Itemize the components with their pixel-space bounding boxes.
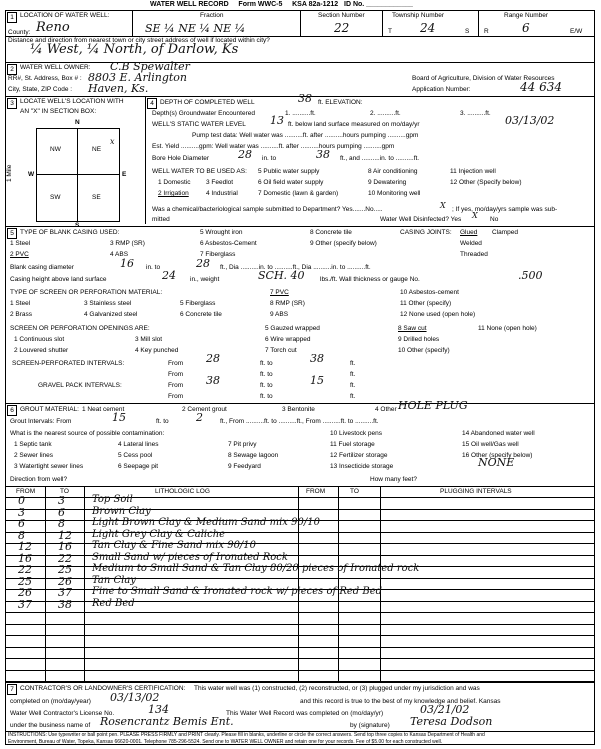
depth-label: DEPTH OF COMPLETED WELL [160, 99, 255, 106]
screen-asbestos[interactable]: 10 Asbestos-cement [400, 289, 459, 296]
joints-glued[interactable]: Glued [460, 229, 478, 236]
use-feedlot[interactable]: 3 Feedlot [206, 179, 234, 186]
contam-sewer[interactable]: 2 Sewer lines [14, 452, 54, 459]
opening-mill[interactable]: 3 Mill slot [135, 336, 163, 343]
license-label: Water Well Contractor's License No. [10, 710, 115, 717]
pump-test: Pump test data: Well water was ..........ft. after ..........hours pumping ..........gpm [192, 132, 419, 139]
range-label: Range Number [504, 12, 549, 19]
contamination-label: What is the nearest source of possible contamination: [10, 430, 165, 437]
section-label: Section Number [318, 12, 365, 19]
ksa-ref: KSA 82a-1212 [292, 1, 339, 8]
contam-cess[interactable]: 5 Cess pool [118, 452, 153, 459]
casing-fiberglass[interactable]: 7 Fiberglass [200, 251, 236, 258]
contam-watertight[interactable]: 3 Watertight sewer lines [14, 463, 84, 470]
casing-weight-label: in., weight [190, 276, 220, 283]
signature-label: by (signature) [350, 722, 390, 729]
log-row-from: 22 [18, 563, 32, 576]
blank-diam-in: in. to [146, 264, 161, 271]
disinfected-mark: X [472, 211, 478, 220]
east-label: E [122, 171, 127, 178]
use-dewatering[interactable]: 9 Dewatering [368, 179, 407, 186]
application-label: Application Number: [412, 86, 471, 93]
log-row-from: 12 [18, 540, 32, 553]
casing-height-value: 24 [162, 269, 176, 282]
submitted-label: mitted [152, 216, 170, 223]
grout-bentonite[interactable]: 3 Bentonite [282, 406, 315, 413]
grout-neat[interactable]: 1 Neat cement [82, 406, 125, 413]
casing-abs[interactable]: 4 ABS [110, 251, 129, 258]
grout-intervals-tail: ft., From ..........ft. to ..........ft., From ..........ft. to ..........ft. [220, 418, 379, 425]
bore-in-to: in. to [262, 155, 277, 162]
screen-stainless[interactable]: 3 Stainless steel [84, 300, 132, 307]
use-public[interactable]: 5 Public water supply [258, 168, 320, 175]
log-row-desc: Medium to Small Sand & Tan Clay 80/20 pieces of Ironated rock [92, 563, 420, 574]
chem-mark: X [440, 201, 446, 210]
log-to2-header: TO [350, 488, 359, 495]
license-tail: This Water Well Record was completed on (mo/day/yr) [226, 710, 384, 717]
contam-other[interactable]: 16 Other (specify below) [462, 452, 533, 459]
blank-diam-tail: ft., Dia ..........in. to ..........ft., Dia ..........in. to ..........ft. [220, 264, 371, 271]
casing-height-label: Casing height above land surface [10, 276, 107, 283]
joints-threaded[interactable]: Threaded [460, 251, 488, 258]
grout-from-value: 15 [112, 411, 126, 424]
log-row-desc: Tan Clay [92, 574, 136, 586]
groundwater-label: Depth(s) Groundwater Encountered [152, 110, 255, 117]
gravel-from-label: From [168, 382, 184, 389]
owner-value: C.B Spewalter [110, 60, 190, 73]
groundwater-3: 3. ..........ft. [460, 110, 491, 117]
use-injection[interactable]: 11 Injection well [450, 168, 496, 175]
static-label: WELL'S STATIC WATER LEVEL [152, 121, 246, 128]
blank-diam-value: 16 [120, 257, 134, 270]
county-value: Reno [36, 20, 70, 35]
log-row-to: 16 [58, 540, 72, 553]
opening-saw[interactable]: 8 Saw cut [398, 325, 427, 332]
bore-value: 28 [238, 148, 252, 161]
section-7-number: 7 [7, 684, 17, 695]
business-value: Rosencrantz Bemis Ent. [100, 715, 234, 728]
casing-other[interactable]: 9 Other (specify below) [310, 240, 377, 247]
contam-feedyard[interactable]: 9 Feedyard [228, 463, 261, 470]
joints-welded[interactable]: Welded [460, 240, 482, 247]
gravel-from-value: 38 [206, 374, 220, 387]
grout-to-label: ft. to [156, 418, 169, 425]
casing-rmp[interactable]: 3 RMP (SR) [110, 240, 145, 247]
screen-steel[interactable]: 1 Steel [10, 300, 31, 307]
completed-value: 03/13/02 [110, 691, 160, 704]
log-row-desc: Brown Clay [92, 505, 151, 517]
id-no: ID No. ____________ [344, 1, 413, 8]
screen-none[interactable]: 12 None used (open hole) [400, 311, 476, 318]
gravel-from-2: From [168, 393, 184, 400]
gauge-label: lbs./ft. Wall thickness or gauge No. [320, 276, 420, 283]
direction-label: Direction from well? [10, 476, 68, 483]
chem-tail: ; If yes, mo/day/yrs sample was sub- [452, 206, 558, 213]
contam-abandoned[interactable]: 14 Abandoned water well [462, 430, 535, 437]
opening-torch[interactable]: 7 Torch cut [265, 347, 297, 354]
use-other[interactable]: 12 Other (Specify below) [450, 179, 522, 186]
screen-rmp[interactable]: 8 RMP (SR) [270, 300, 305, 307]
bore-to-value: 38 [316, 148, 330, 161]
howmany-label: How many feet? [370, 476, 417, 483]
screen-type-label: TYPE OF SCREEN OR PERFORATION MATERIAL: [10, 289, 163, 296]
county-label: County: [8, 29, 31, 36]
opening-louvered[interactable]: 2 Louvered shutter [14, 347, 69, 354]
screen-concrete[interactable]: 6 Concrete tile [180, 311, 222, 318]
screen-other[interactable]: 11 Other (specify) [400, 300, 452, 307]
owner-label: WATER WELL OWNER: [20, 64, 91, 71]
casing-concrete[interactable]: 8 Concrete tile [310, 229, 352, 236]
use-label: WELL WATER TO BE USED AS: [152, 168, 247, 175]
locate-subtitle: AN "X" IN SECTION BOX: [20, 108, 97, 115]
casing-pvc[interactable]: 2 PVC [10, 251, 29, 258]
log-row-from: 8 [18, 528, 25, 542]
quadrant-se: SE [92, 194, 101, 201]
log-row-to: 8 [58, 517, 65, 530]
township-t: T [388, 28, 392, 35]
casing-asbestos[interactable]: 6 Asbestos-Cement [200, 240, 257, 247]
gravel-ft-2: ft. [350, 393, 356, 400]
log-row-to: 12 [58, 528, 72, 542]
perf-to-value: 38 [310, 352, 324, 365]
log-plug-header: PLUGGING INTERVALS [440, 488, 512, 495]
form-title [150, 1, 413, 8]
instructions-line-1: INSTRUCTIONS: Use typewriter or ball point pen. PLEASE PRESS FIRMLY and PRINT clearly. Please fill in blanks, underline or circle the correct answers. Send top three copies to Kansas Department of Health and [8, 732, 485, 738]
range-value: 6 [522, 21, 530, 35]
use-aircon[interactable]: 8 Air conditioning [368, 168, 418, 175]
section-2-number: 2 [7, 64, 17, 75]
joints-clamped[interactable]: Clamped [492, 229, 519, 236]
contam-septic[interactable]: 1 Septic tank [14, 441, 52, 448]
screen-abs[interactable]: 9 ABS [270, 311, 289, 318]
log-row-to: 22 [58, 551, 72, 565]
city-value: Haven, Ks. [88, 82, 149, 95]
cert-label: CONTRACTOR'S OR LANDOWNER'S CERTIFICATION: [20, 685, 186, 692]
screen-fiberglass[interactable]: 5 Fiberglass [180, 300, 216, 307]
opening-key[interactable]: 4 Key punched [135, 347, 179, 354]
perf-from-2: From [168, 371, 184, 378]
grout-to-value: 2 [196, 411, 203, 424]
contam-fertilizer[interactable]: 12 Fertilizer storage [330, 452, 388, 459]
address-label: RR#, St. Address, Box # : [8, 75, 82, 82]
west-label: W [28, 171, 35, 178]
contam-insecticide[interactable]: 13 Insecticide storage [330, 463, 394, 470]
use-oilfield[interactable]: 6 Oil field water supply [258, 179, 324, 186]
log-row-desc: Light Brown Clay & Medium Sand mix 90/10 [92, 517, 320, 528]
distance-label: Distance and direction from nearest town or city street address of well if located within city? [8, 37, 270, 44]
address-value: 8803 E. Arlington [88, 71, 188, 84]
log-from2-header: FROM [306, 488, 326, 495]
perf-ft: ft. [350, 360, 356, 367]
contam-seepage[interactable]: 6 Seepage pit [118, 463, 159, 470]
groundwater-1: 1. ..........ft. [285, 110, 316, 117]
log-row-desc: Tan Clay & Fine Sand mix 90/10 [92, 540, 257, 551]
log-litho-header: LITHOLOGIC LOG [155, 488, 210, 495]
quadrant-nw: NW [50, 146, 61, 153]
contam-fuel[interactable]: 11 Fuel storage [330, 441, 375, 448]
use-lawn[interactable]: 7 Domestic (lawn & garden) [258, 190, 339, 197]
est-yield: Est. Yield ..........gpm: Well water was ..........ft. after ..........hours pumping ..........gpm [152, 143, 395, 150]
use-domestic[interactable]: 1 Domestic [158, 179, 191, 186]
location-label: LOCATION OF WATER WELL: [20, 12, 110, 19]
casing-type-label: TYPE OF BLANK CASING USED: [20, 229, 120, 236]
grout-other[interactable]: 4 Other [375, 406, 397, 413]
casing-steel[interactable]: 1 Steel [10, 240, 31, 247]
use-monitoring[interactable]: 10 Monitoring well [368, 190, 421, 197]
log-row-from: 26 [18, 586, 32, 599]
contam-value: NONE [478, 456, 515, 469]
log-row-from: 3 [18, 505, 25, 519]
business-label: under the business name of [10, 722, 91, 729]
section-1-number: 1 [7, 12, 17, 23]
quadrant-sw: SW [50, 194, 61, 201]
completed-label: completed on (mo/day/year) [10, 698, 91, 705]
log-row-line [6, 635, 594, 636]
disinfected-no: No [490, 216, 499, 223]
log-row-from: 25 [18, 574, 32, 588]
log-row-to: 26 [58, 574, 72, 588]
cert-text: This water well was (1) constructed, (2) reconstructed, or (3) plugged under my jurisdiction and was [194, 685, 480, 692]
range-r: R [484, 28, 489, 35]
gravel-to-2: ft. to [260, 393, 273, 400]
grout-label: GROUT MATERIAL: [20, 406, 79, 413]
log-row-desc: Light Grey Clay & Caliche [92, 528, 226, 540]
contam-livestock[interactable]: 10 Livestock pens [330, 430, 383, 437]
log-row-line [6, 624, 594, 625]
log-row-to: 3 [58, 494, 65, 507]
log-row-to: 6 [58, 505, 65, 519]
opening-gauzed[interactable]: 5 Gauzed wrapped [265, 325, 320, 332]
record-date: 03/21/02 [420, 703, 470, 716]
gauge-value: .500 [518, 269, 543, 282]
opening-other[interactable]: 10 Other (specify) [398, 347, 450, 354]
contam-lateral[interactable]: 4 Lateral lines [118, 441, 159, 448]
location-mark: x [110, 137, 115, 146]
section-4-number: 4 [147, 98, 157, 109]
log-row-line [6, 612, 594, 613]
contam-oilgas[interactable]: 15 Oil well/Gas well [462, 441, 519, 448]
opening-drilled[interactable]: 9 Drilled holes [398, 336, 440, 343]
bore-tail: ft., and ..........in. to ..........ft. [340, 155, 420, 162]
blank-diam-to: 28 [196, 257, 210, 270]
log-row-desc: Red Bed [92, 597, 135, 609]
application-value: 44 634 [520, 80, 562, 94]
grout-intervals-label: Grout Intervals: From [10, 418, 72, 425]
section-3-number: 3 [7, 98, 17, 109]
locate-title: LOCATE WELL'S LOCATION WITH [20, 98, 124, 105]
opening-continuous[interactable]: 1 Continuous slot [14, 336, 65, 343]
bore-label: Bore Hole Diameter [152, 155, 210, 162]
license-value: 134 [148, 703, 169, 716]
township-value: 24 [420, 21, 436, 35]
south-label: S [75, 222, 80, 229]
log-row-desc: Top Soil [92, 494, 133, 505]
section-box[interactable] [36, 128, 120, 222]
joints-label: CASING JOINTS: [400, 229, 452, 236]
log-row-line [6, 658, 594, 659]
signature-value: Teresa Dodson [410, 715, 493, 728]
use-industrial[interactable]: 4 Industrial [206, 190, 238, 197]
city-label: City, State, ZIP Code : [8, 86, 73, 93]
perf-to-2: ft. to [260, 371, 273, 378]
perf-from-value: 28 [206, 352, 220, 365]
screen-pvc[interactable]: 7 PVC [270, 289, 289, 296]
blank-diam-label: Blank casing diameter [10, 264, 74, 271]
perf-to-label: ft. to [260, 360, 273, 367]
grout-other-value: HOLE PLUG [398, 399, 468, 412]
chem-label: Was a chemical/bacteriological sample submitted to Department? Yes.......No..... [152, 206, 383, 213]
log-row-from: 6 [18, 517, 25, 530]
casing-weight-value: SCH. 40 [258, 269, 305, 282]
log-to-header: TO [60, 488, 69, 495]
static-value: 13 [270, 114, 284, 127]
gravel-to-value: 15 [310, 374, 324, 387]
elevation-label: ft. ELEVATION: [318, 99, 363, 106]
log-row-from: 37 [18, 597, 32, 611]
grout-cement[interactable]: 2 Cement grout [182, 406, 227, 413]
fraction-value: SE ¼ NE ¼ NE ¼ [145, 22, 246, 35]
casing-wrought[interactable]: 5 Wrought iron [200, 229, 243, 236]
log-row-from: 0 [18, 494, 25, 507]
log-row-line [6, 647, 594, 648]
completed-tail: and this record is true to the best of my knowledge and belief. Kansas [300, 698, 501, 705]
perf-label: SCREEN-PERFORATED INTERVALS: [12, 360, 125, 367]
log-row-from: 16 [18, 551, 32, 565]
log-row-to: 38 [58, 597, 72, 611]
screen-brass[interactable]: 2 Brass [10, 311, 33, 318]
screen-galvanized[interactable]: 4 Galvanized steel [84, 311, 138, 318]
use-irrigation[interactable]: 2 Irrigation [158, 190, 189, 197]
log-from-header: FROM [16, 488, 36, 495]
gravel-ft: ft. [350, 382, 356, 389]
log-row-desc: Small Sand w/ pieces of Ironated Rock [92, 551, 288, 563]
contam-privy[interactable]: 7 Pit privy [228, 441, 257, 448]
depth-value: 38 [298, 92, 312, 105]
form-title-text: WATER WELL RECORD [150, 1, 229, 8]
contam-lagoon[interactable]: 8 Sewage lagoon [228, 452, 279, 459]
north-label: N [75, 119, 80, 126]
range-ew: E/W [570, 28, 583, 35]
log-row-to: 25 [58, 563, 72, 576]
groundwater-2: 2. ..........ft. [370, 110, 401, 117]
static-date: 03/13/02 [505, 114, 555, 127]
static-tail: ft. below land surface measured on mo/day/yr [288, 121, 420, 128]
instructions-line-2: Environment, Bureau of Water, Topeka, Kansas 66620-0001. Telephone 785-296-5524. Send one to WATER WELL OWNER and retain one for your records. Fee of $5.00 for each constructed well. [8, 739, 443, 745]
section-5-number: 5 [7, 228, 17, 239]
mile-label: 1 Mile [6, 164, 13, 182]
quadrant-ne: NE [92, 146, 102, 153]
gravel-to-label: ft. to [260, 382, 273, 389]
section-6-number: 6 [7, 405, 17, 416]
township-label: Township Number [392, 12, 445, 19]
disinfected-label: Water Well Disinfected? Yes [380, 216, 462, 223]
section-value: 22 [334, 21, 350, 35]
log-row-line [6, 670, 594, 671]
distance-value: ¼ West, ¼ North, of Darlow, Ks [30, 42, 239, 57]
openings-label: SCREEN OR PERFORATION OPENINGS ARE: [10, 325, 150, 332]
opening-wire[interactable]: 6 Wire wrapped [265, 336, 311, 343]
gravel-label: GRAVEL PACK INTERVALS: [38, 382, 122, 389]
opening-none[interactable]: 11 None (open hole) [478, 325, 537, 332]
log-row-to: 37 [58, 586, 72, 599]
form-number: Form WWC-5 [238, 1, 283, 8]
township-s: S [465, 28, 470, 35]
fraction-label: Fraction [200, 12, 224, 19]
perf-from-label: From [168, 360, 184, 367]
board-text: Board of Agriculture, Division of Water Resources [412, 75, 555, 82]
perf-ft-2: ft. [350, 371, 356, 378]
log-row-desc: Fine to Small Sand & Ironated rock w/ pieces of Red Bed [92, 586, 383, 597]
